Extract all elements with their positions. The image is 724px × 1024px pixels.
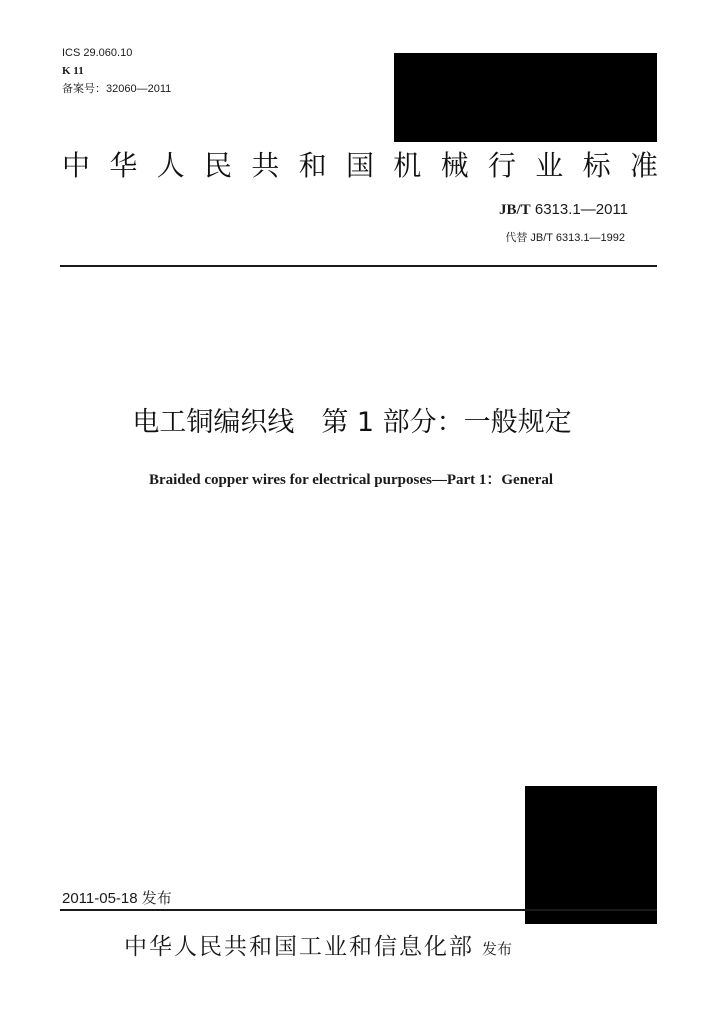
standard-number xyxy=(499,201,628,219)
agency-char: 标 xyxy=(582,149,611,182)
ics-code: ICS 29.060.10 xyxy=(62,47,133,59)
agency-char: 准 xyxy=(629,149,658,182)
publisher-issued-label: 发布 xyxy=(482,940,513,958)
agency-char: 机 xyxy=(393,149,422,182)
agency-char: 业 xyxy=(535,149,564,182)
replaces-standard: 代替 JB/T 6313.1—1992 xyxy=(505,232,625,244)
classification-block xyxy=(62,44,171,98)
agency-char: 人 xyxy=(156,149,185,182)
k-code: K 11 xyxy=(62,65,84,77)
document-title-chinese: 电工铜编织线 第 1 部分：一般规定 xyxy=(132,407,572,438)
publisher-name: 中华人民共和国工业和信息化部 xyxy=(124,934,474,960)
agency-heading xyxy=(62,148,658,184)
standard-code: 6313.1—2011 xyxy=(534,201,628,218)
redaction-box-bottom xyxy=(525,786,657,924)
agency-char: 和 xyxy=(298,149,327,182)
document-title-english: Braided copper wires for electrical purposes—Part 1：General xyxy=(148,472,554,488)
agency-char: 中 xyxy=(62,149,91,182)
footer-divider xyxy=(60,909,657,911)
agency-char: 国 xyxy=(345,149,374,182)
publisher-line xyxy=(124,928,512,961)
agency-char: 行 xyxy=(487,149,516,182)
agency-char: 共 xyxy=(251,149,280,182)
agency-char: 华 xyxy=(109,149,138,182)
agency-char: 民 xyxy=(203,149,232,182)
redaction-box-top xyxy=(394,53,657,142)
header-divider xyxy=(60,265,657,267)
publish-date: 2011-05-18 发布 xyxy=(62,890,172,907)
record-number: 备案号：32060—2011 xyxy=(62,83,172,95)
agency-char: 械 xyxy=(440,149,469,182)
standard-prefix: JB/T xyxy=(499,202,531,218)
